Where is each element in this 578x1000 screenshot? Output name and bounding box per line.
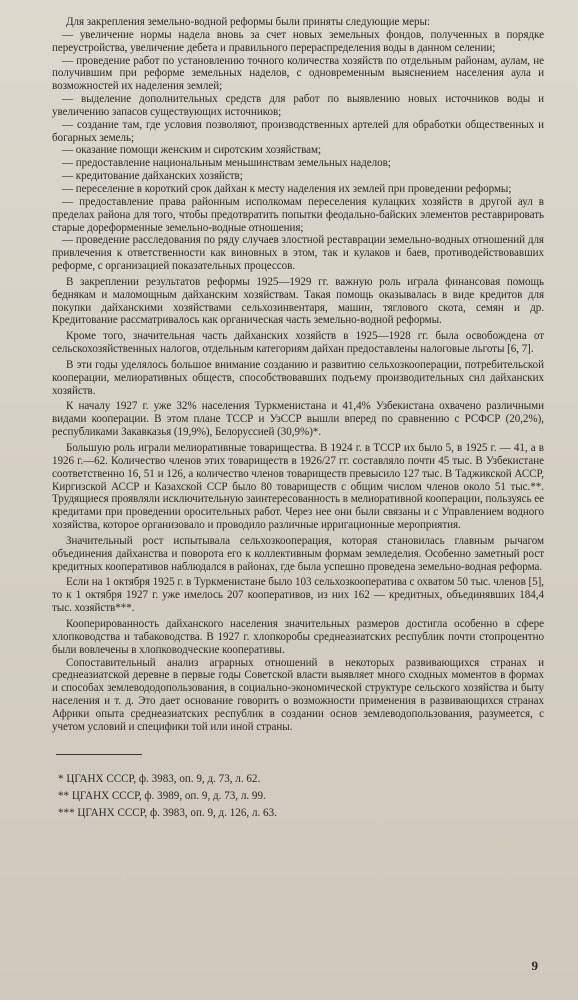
footnote-1: * ЦГАНХ СССР, ф. 3983, оп. 9, д. 73, л. 62. bbox=[58, 772, 261, 785]
paragraph: — предоставление права районным исполкомам переселения кулацких хозяйств в другой аул в пределах района для того, чтобы предотвратить попытки феодально-байских элементов реставрировать старые дореформенные земельно-водные отношения; bbox=[52, 195, 544, 234]
footnote-separator bbox=[56, 754, 142, 755]
paragraph: Кооперированность дайханского населения значительных размеров достигла особенно в сфере хлопководства и табаководства. В 1927 г. хлопкоробы среднеазиатских республик почти стопроцентно были вовлечены в хлопководческие кооперативы. bbox=[52, 617, 544, 656]
page-number: 9 bbox=[531, 958, 538, 973]
body-text bbox=[52, 16, 544, 734]
paragraph: — проведение работ по установлению точного количества хозяйств по отдельным районам, аулам, не получившим при реформе земельных наделов, с одновременным выяснением населения аула и возможностей их наделения землей; bbox=[52, 54, 544, 93]
paragraph: Кроме того, значительная часть дайханских хозяйств в 1925—1928 гг. была освобождена от сельскохозяйственных налогов, отдельным категориям дайхан предоставлены налоговые льготы [6, 7]. bbox=[52, 330, 544, 356]
paragraph: — предоставление национальным меньшинствам земельных наделов; bbox=[62, 157, 391, 170]
footnote-3: *** ЦГАНХ СССР, ф. 3983, оп. 9, д. 126, л. 63. bbox=[58, 806, 277, 819]
paragraph: Большую роль играли мелиоративные товарищества. В 1924 г. в ТССР их было 5, в 1925 г. — 41, а в 1926 г.—62. Количество членов этих товариществ в 1926/27 гг. составляло почти 45 тыс. В Узбекистане соответственно 16, 51 и 126, а количество членов товариществ превысило 127 тыс. В Таджикской АССР, Киргизской АССР и Казахской ССР было 80 товариществ с общим числом членов около 51 тыс.**. Трудящиеся проявляли исключительную заинтересованность в мелиоративной кооперации, пользуясь ее кредитами при проведении оросительных работ. Через нее они были связаны и с Управлением водного хозяйства, которое организовало и проводило различные ирригационные мероприятия. bbox=[52, 442, 544, 532]
paragraph: В эти годы уделялось большое внимание созданию и развитию сельхозкооперации, потребительской кооперации, мелиоративных обществ, способствовавших подъему производительных сил дайханских хозяйств. bbox=[52, 358, 544, 397]
paragraph: Сопоставительный анализ аграрных отношений в некоторых развивающихся странах и среднеазиатской деревне в первые годы Советской власти выявляет много сходных моментов в формах и способах землевододопользования, в социально-экономической структуре сельского хозяйства и быту населения и т. д. Это дает основание говорить о возможности применения в развивающихся странах Африки опыта среднеазиатских республик в создании основ землеводопользования, разумеется, с учетом условий и специфики той или иной страны. bbox=[52, 656, 544, 733]
footnote-2: ** ЦГАНХ СССР, ф. 3989, оп. 9, д. 73, л. 99. bbox=[58, 789, 266, 802]
paragraph: К началу 1927 г. уже 32% населения Туркменистана и 41,4% Узбекистана охвачено различными видами кооперации. В этом плане ТССР и УзССР вышли вперед по сравнению с РСФСР (20,2%), республиками Закавказья (19,9%), Белоруссией (30,9%)*. bbox=[52, 400, 544, 439]
paragraph: — проведение расследования по ряду случаев злостной реставрации земельно-водных отношений для привлечения к ответственности как виновных в этом, так и кулаков и баев, противодействовавших реформе, с организацией показательных процессов. bbox=[52, 234, 544, 273]
paragraph: — увеличение нормы надела вновь за счет новых земельных фондов, полученных в порядке переустройства, увеличение дебета и правильного перераспределения воды в данном селении; bbox=[52, 28, 544, 54]
paragraph: — переселение в короткий срок дайхан к месту наделения их землей при проведении реформы; bbox=[62, 182, 512, 195]
paragraph: Для закрепления земельно-водной реформы были приняты следующие меры: bbox=[66, 16, 430, 28]
paragraph: — оказание помощи женским и сиротским хозяйствам; bbox=[62, 144, 322, 157]
paragraph: Если на 1 октября 1925 г. в Туркменистане было 103 сельхозкооператива с охватом 50 тыс. членов [5], то к 1 октября 1927 г. уже имелось 207 кооперативов, из них 162 — кредитных, объединявших 184,4 тыс. хозяйств***. bbox=[52, 576, 544, 615]
paragraph: Значительный рост испытывала сельхозкооперация, которая становилась главным рычагом объединения дайханства и поворота его к коллективным формам земледелия. Особенно заметный рост кредитных кооперативов наблюдался в районах, где была успешно проведена земельно-водная реформа. bbox=[52, 534, 544, 573]
paragraph: — создание там, где условия позволяют, производственных артелей для обработки общественных и богарных земель; bbox=[52, 118, 544, 144]
footnotes bbox=[52, 771, 544, 822]
paragraph: — кредитование дайханских хозяйств; bbox=[62, 170, 243, 183]
paragraph: В закреплении результатов реформы 1925—1929 гг. важную роль играла финансовая помощь беднякам и маломощным дайханским хозяйствам. Такая помощь оказывалась в виде кредитов для покупки дайханскими хозяйствами сельхозинвентаря, машин, тяглового скота, семян и др. Кредитование рассматривалось как органическая часть земельно-водной реформы. bbox=[52, 275, 544, 327]
paragraph: — выделение дополнительных средств для работ по выявлению новых источников воды и увеличению запасов существующих источников; bbox=[52, 93, 544, 118]
